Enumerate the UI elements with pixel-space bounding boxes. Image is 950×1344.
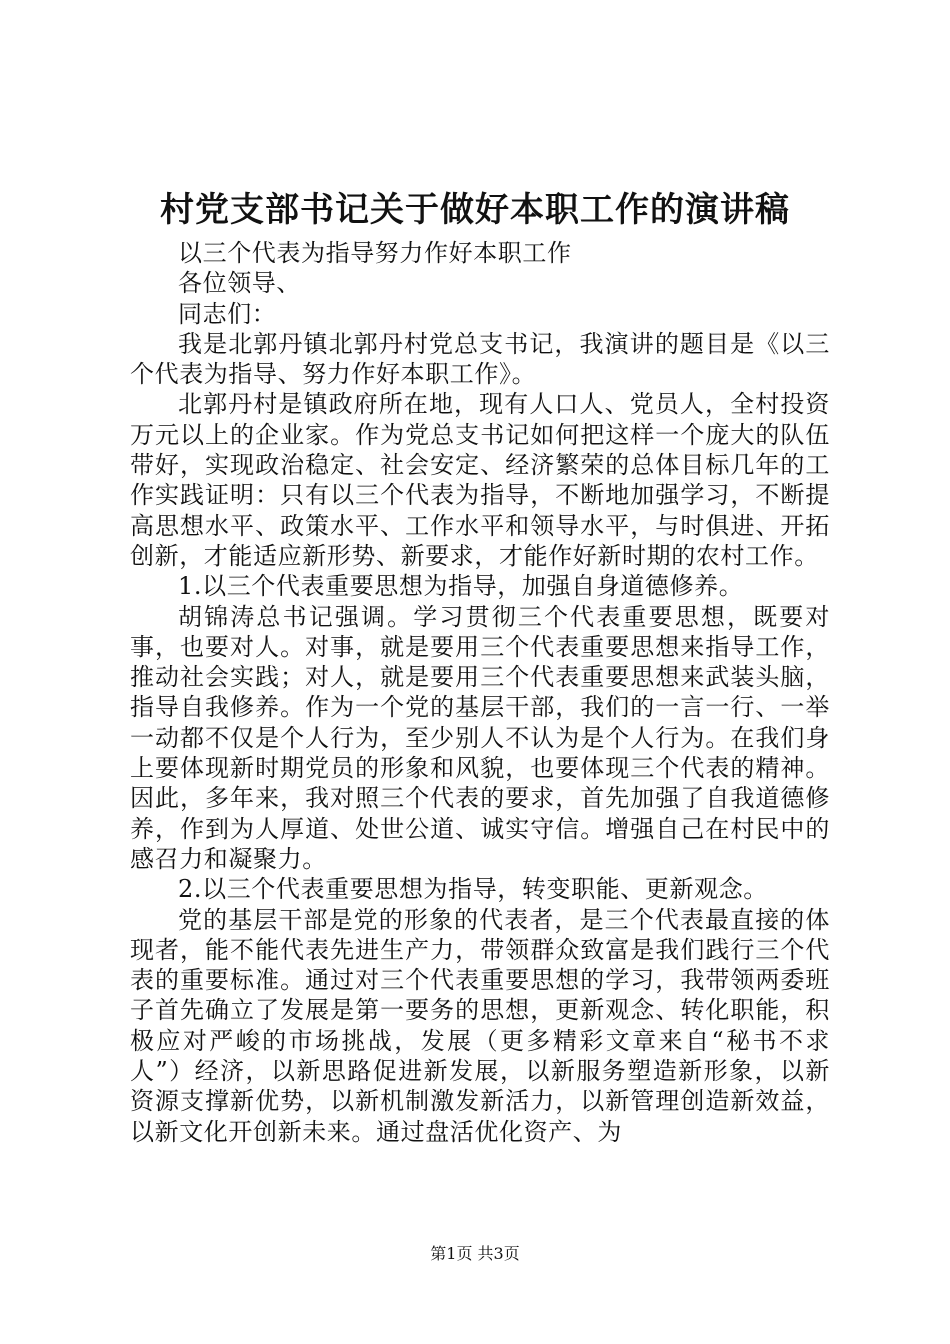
document-body [130,238,830,1147]
paragraph-section-1: 胡锦涛总书记强调。学习贯彻三个代表重要思想，既要对事，也要对人。对事，就是要用三个代表重要思想来指导工作，推动社会实践；对人，就是要用三个代表重要思想来武装头脑，指导自我修养。作为一个党的基层干部，我们的一言一行、一举一动都不仅是个人行为，至少别人不认为是个人行为。在我们身上要体现新时期党员的形象和风貌，也要体现三个代表的精神。因此，多年来，我对照三个代表的要求，首先加强了自我道德修养，作到为人厚道、处世公道、诚实守信。增强自己在村民中的感召力和凝聚力。 [130,602,830,873]
document-title: 村党支部书记关于做好本职工作的演讲稿 [160,190,790,230]
paragraph-village: 北郭丹村是镇政府所在地，现有人口人、党员人，全村投资万元以上的企业家。作为党总支书记如何把这样一个庞大的队伍带好，实现政治稳定、社会安定、经济繁荣的总体目标几年的工作实践证明：只有以三个代表为指导，不断地加强学习，不断提高思想水平、政策水平、工作水平和领导水平，与时俱进、开拓创新，才能适应新形势、新要求，才能作好新时期的农村工作。 [130,390,830,570]
page-number-footer: 第1页 共3页 [430,1244,520,1263]
paragraph-intro: 我是北郭丹镇北郭丹村党总支书记，我演讲的题目是《以三个代表为指导、努力作好本职工作》。 [130,329,830,389]
section-heading-1: 1.以三个代表重要思想为指导，加强自身道德修养。 [178,572,744,601]
subtitle-line: 以三个代表为指导努力作好本职工作 [178,239,572,267]
section-heading-2: 2.以三个代表重要思想为指导，转变职能、更新观念。 [178,875,768,904]
salutation-leaders: 各位领导、 [178,269,301,298]
salutation-comrades: 同志们： [178,299,277,328]
paragraph-section-2: 党的基层干部是党的形象的代表者，是三个代表最直接的体现者，能不能代表先进生产力，带领群众致富是我们践行三个代表的重要标准。通过对三个代表重要思想的学习，我带领两委班子首先确立了发展是第一要务的思想，更新观念、转化职能，积极应对严峻的市场挑战，发展（更多精彩文章来自“秘书不求人”）经济，以新思路促进新发展，以新服务塑造新形象，以新资源支撑新优势，以新机制激发新活力，以新管理创造新效益，以新文化开创新未来。通过盘活优化资产、为 [130,905,830,1146]
